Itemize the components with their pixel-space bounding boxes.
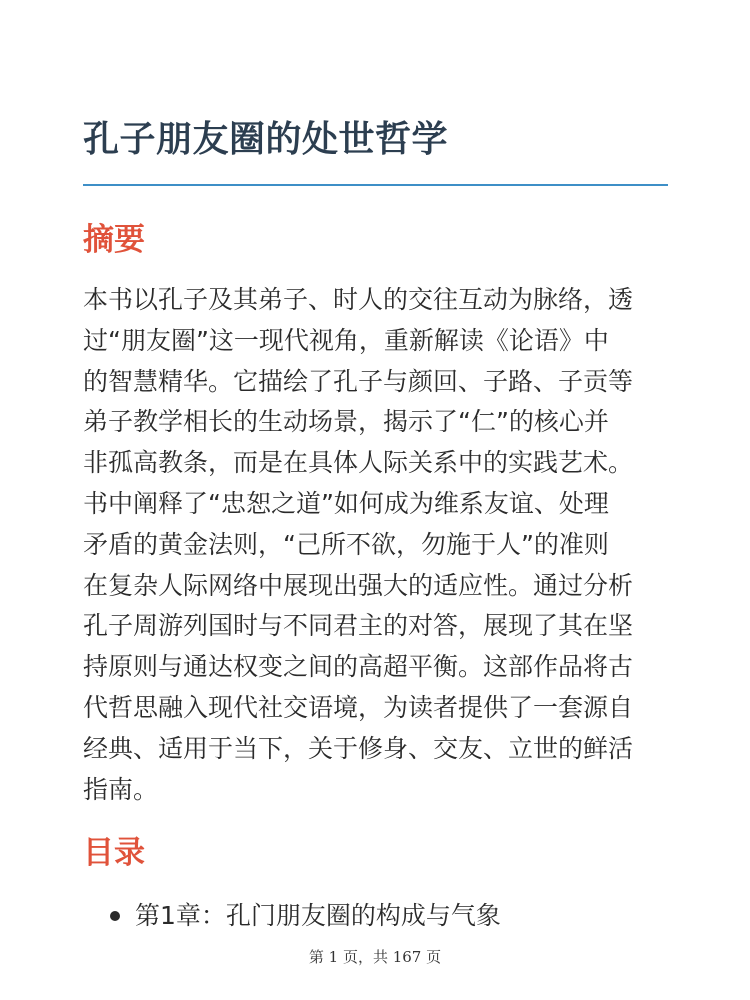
abstract-line: 本书以孔子及其弟子、时人的交往互动为脉络，透 bbox=[83, 285, 634, 314]
toc-item[interactable] bbox=[110, 896, 501, 936]
abstract-line: 在复杂人际网络中展现出强大的适应性。通过分析 bbox=[83, 570, 634, 600]
toc-list bbox=[110, 896, 501, 936]
abstract-line: 指南。 bbox=[83, 774, 159, 804]
abstract-line: 矛盾的黄金法则，“己所不欲，勿施于人”的准则 bbox=[83, 529, 609, 559]
abstract-line: 持原则与通达权变之间的高超平衡。这部作品将古 bbox=[83, 652, 634, 682]
toc-heading: 目录 bbox=[83, 835, 145, 871]
abstract-line: 非孤高教条，而是在具体人际关系中的实践艺术。 bbox=[83, 448, 634, 478]
abstract-heading: 摘要 bbox=[83, 222, 145, 258]
abstract-line: 书中阐释了“忠恕之道”如何成为维系友谊、处理 bbox=[83, 488, 609, 518]
page-footer: 第 1 页，共 167 页 bbox=[308, 948, 442, 966]
abstract-line: 孔子周游列国时与不同君主的对答，展现了其在坚 bbox=[83, 611, 634, 641]
title-divider bbox=[83, 184, 668, 186]
toc-item-label: 第1章：孔门朋友圈的构成与气象 bbox=[135, 901, 501, 930]
abstract-line: 的智慧精华。它描绘了孔子与颜回、子路、子贡等 bbox=[83, 366, 634, 396]
abstract-line: 经典、适用于当下，关于修身、交友、立世的鲜活 bbox=[83, 733, 634, 763]
abstract-line: 过“朋友圈”这一现代视角，重新解读《论语》中 bbox=[83, 325, 609, 355]
abstract-line: 弟子教学相长的生动场景，揭示了“仁”的核心并 bbox=[83, 407, 609, 437]
abstract-body bbox=[83, 280, 673, 810]
bullet-icon bbox=[110, 911, 120, 921]
document-title: 孔子朋友圈的处世哲学 bbox=[83, 119, 449, 160]
abstract-line: 代哲思融入现代社交语境，为读者提供了一套源自 bbox=[83, 692, 634, 722]
